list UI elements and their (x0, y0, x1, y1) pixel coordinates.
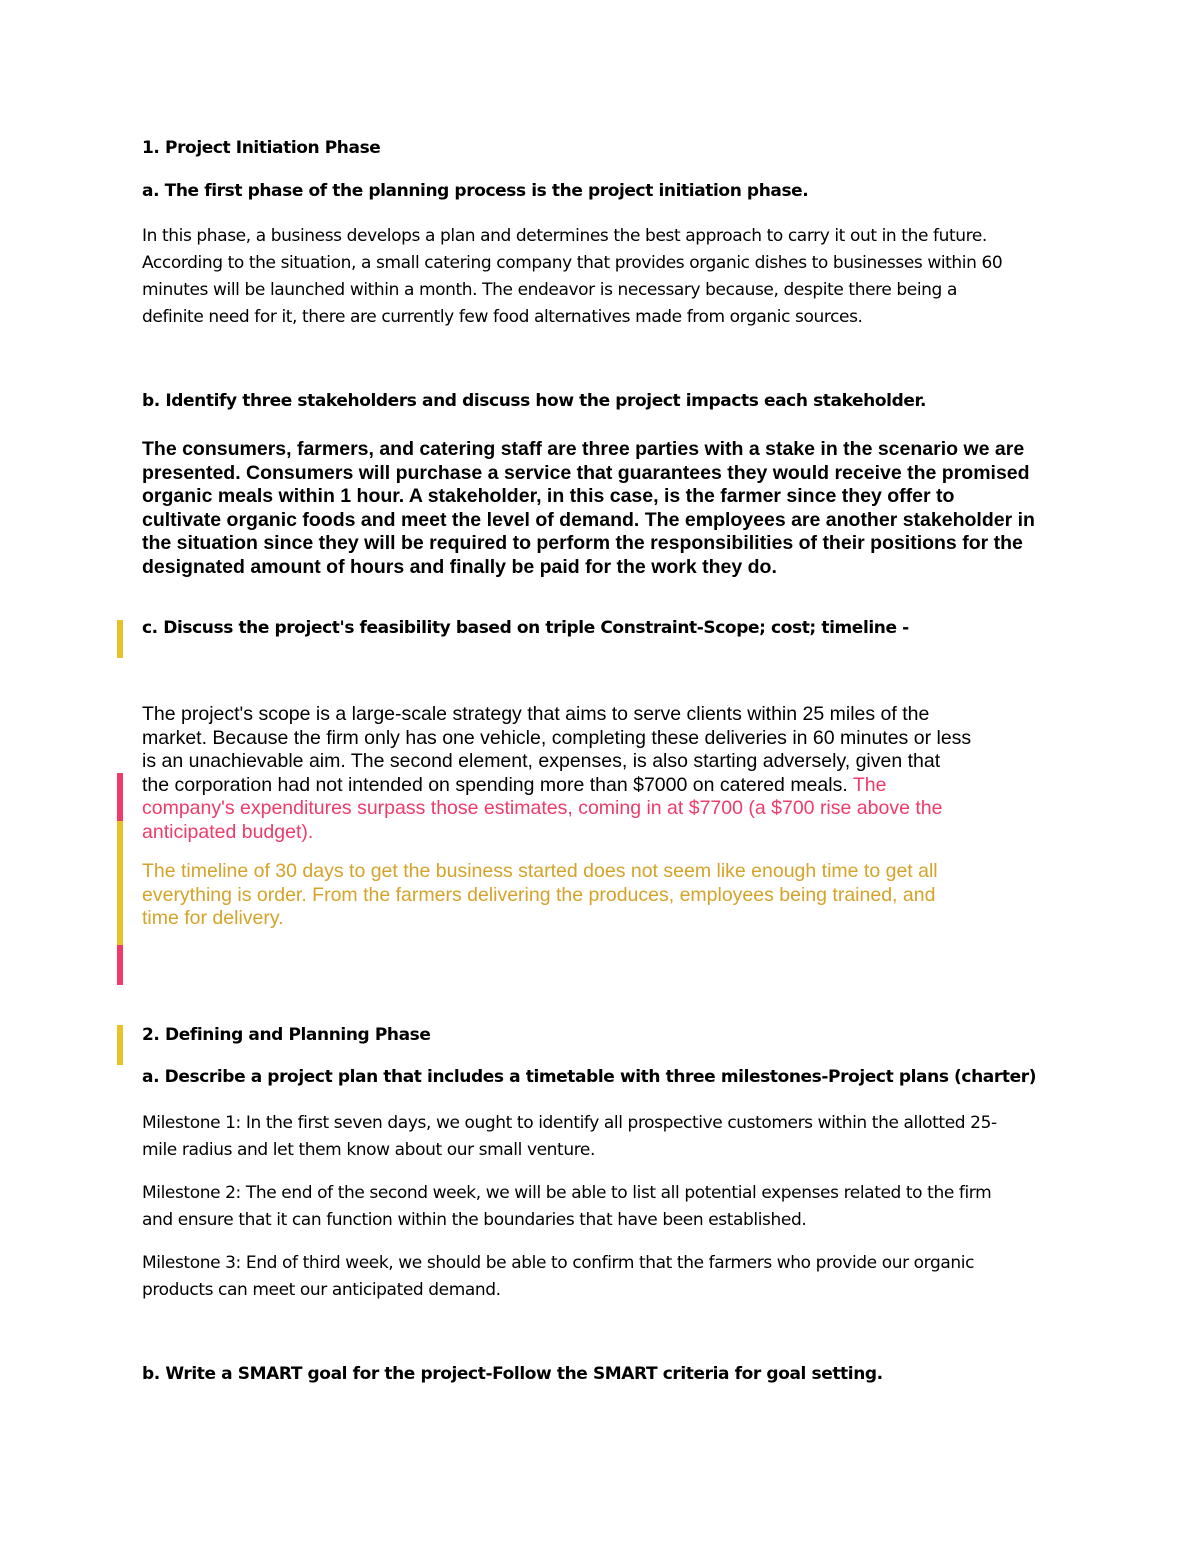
paragraph-line: the situation since they will be required to perform the responsibilities of their positions for the (142, 532, 1023, 554)
paragraph-line: designated amount of hours and finally be paid for the work they do. (142, 555, 777, 578)
paragraph-line: and ensure that it can function within the boundaries that have been established. (142, 1210, 807, 1230)
section2-b-question: b. Write a SMART goal for the project-Follow the SMART criteria for goal setting. (142, 1364, 883, 1384)
highlighted-line: everything is order. From the farmers delivering the produces, employees being trained, and (142, 883, 936, 906)
milestone-2 (142, 1180, 1062, 1234)
highlighted-line: company's expenditures surpass those estimates, coming in at $7700 (a $700 rise above the (142, 797, 943, 819)
paragraph-line: organic meals within 1 hour. A stakeholder, in this case, is the farmer since they offer to (142, 485, 955, 507)
section1-c-timeline (142, 860, 1062, 931)
section1-a-question: a. The first phase of the planning process is the project initiation phase. (142, 181, 809, 201)
paragraph-line: Milestone 2: The end of the second week, we will be able to list all potential expenses related to the firm (142, 1183, 992, 1203)
paragraph-line: mile radius and let them know about our small venture. (142, 1140, 595, 1160)
text-run: the corporation had not intended on spending more than $7000 on catered meals. (142, 773, 853, 796)
highlighted-line: anticipated budget). (142, 820, 314, 843)
paragraph-line (142, 774, 1062, 798)
section1-heading: 1. Project Initiation Phase (142, 138, 381, 158)
paragraph-line: presented. Consumers will purchase a service that guarantees they would receive the promised (142, 461, 1030, 484)
paragraph-line: The consumers, farmers, and catering staff are three parties with a stake in the scenario we are (142, 438, 1025, 460)
comment-marker-bar[interactable] (117, 773, 123, 821)
section1-b-answer (142, 438, 1062, 579)
highlighted-line: The timeline of 30 days to get the business started does not seem like enough time to get all (142, 860, 938, 882)
highlighted-text-run: The (852, 773, 887, 796)
section2-heading: 2. Defining and Planning Phase (142, 1025, 431, 1045)
paragraph-line: Milestone 1: In the first seven days, we ought to identify all prospective customers within the allotted 25- (142, 1113, 997, 1133)
paragraph-line: cultivate organic foods and meet the level of demand. The employees are another stakeholder in (142, 508, 1035, 531)
paragraph-line: minutes will be launched within a month. The endeavor is necessary because, despite there being a (142, 280, 957, 300)
section1-a-answer (142, 223, 1062, 331)
milestone-3 (142, 1250, 1062, 1304)
comment-marker-bar[interactable] (117, 1025, 123, 1065)
paragraph-line: is an unachievable aim. The second element, expenses, is also starting adversely, given that (142, 750, 941, 772)
paragraph-line: definite need for it, there are currently few food alternatives made from organic sources. (142, 307, 863, 327)
paragraph-line: The project's scope is a large-scale strategy that aims to serve clients within 25 miles of the (142, 703, 930, 725)
comment-marker-bar[interactable] (117, 945, 123, 985)
comment-marker-bar[interactable] (117, 620, 123, 658)
highlighted-line: time for delivery. (142, 907, 284, 929)
paragraph-line: products can meet our anticipated demand. (142, 1280, 501, 1300)
section2-a-question: a. Describe a project plan that includes a timetable with three milestones-Project plans (charter) (142, 1067, 1037, 1087)
section1-c-question: c. Discuss the project's feasibility based on triple Constraint-Scope; cost; timeline - (142, 618, 909, 638)
paragraph-line: In this phase, a business develops a plan and determines the best approach to carry it out in the future. (142, 226, 987, 246)
paragraph-line: Milestone 3: End of third week, we should be able to confirm that the farmers who provide our organic (142, 1253, 975, 1273)
paragraph-line: market. Because the firm only has one vehicle, completing these deliveries in 60 minutes or less (142, 726, 972, 749)
section1-c-answer (142, 703, 1062, 844)
comment-marker-bar[interactable] (117, 821, 123, 945)
section1-b-question: b. Identify three stakeholders and discuss how the project impacts each stakeholder. (142, 391, 927, 411)
milestone-1 (142, 1110, 1062, 1164)
paragraph-line: According to the situation, a small catering company that provides organic dishes to businesses within 60 (142, 253, 1003, 273)
